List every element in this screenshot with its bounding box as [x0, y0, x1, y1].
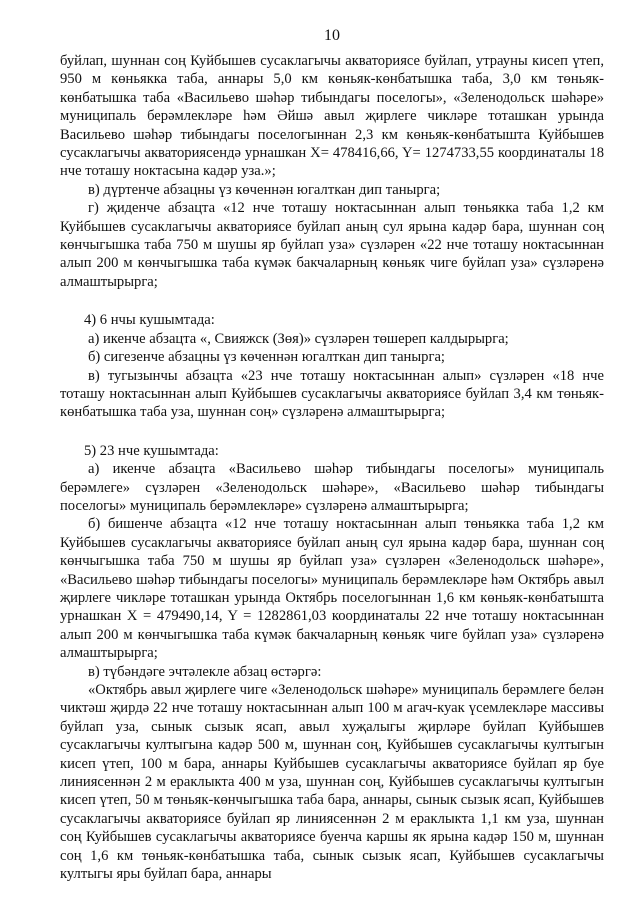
spacer [60, 422, 604, 442]
paragraph-item-v: в) тугызынчы абзацта «23 нче тоташу ноктасыннан алып» сүзләрен «18 нче тоташу ноктасыннан алып Куйбышев сусаклагычы акваториясе буйлап 3,4 км төньяк-көнбатышка таба уза, шуннан соң» сүзләренә алмаштырырга; [60, 367, 604, 421]
paragraph-item-v: в) түбәндәге эчтәлекле абзац өстәргә: [88, 663, 322, 680]
paragraph-item-v: в) дүртенче абзацны үз көченнән югалткан дип танырга; [88, 181, 441, 198]
paragraph-item-b: б) бишенче абзацта «12 нче тоташу ноктасыннан алып төньякка таба 1,2 км Куйбышев сусаклагычы акваториясе буйлап аның сул ярына кадәр бара, шуннан соң көнчыгышка таба 750 м шушы яр буйлап уза» сүзләрен «Зеленодольск шәһәре», «Васильево шәһәр тибындагы поселогы» муниципаль берәмлекләре һәм Октябрь авыл җирлеге чикләре тоташкан урында Октябрь поселогыннан 1,6 км көньяк-көнбатышта урнашкан X = 479490,14, Y = 1282861,03 координаталы 22 нче тоташу ноктасыннан алып 200 м көнчыгышка таба күмәк бакчаларның көньяк чиге буйлап уза» сүзләренә алмаштырырга; [60, 516, 604, 662]
section-heading-5: 5) 23 нче кушымтада: [84, 442, 219, 459]
paragraph-item-b: б) сигезенче абзацны үз көченнән югалткан дип танырга; [88, 349, 445, 366]
paragraph-item-g: г) җиденче абзацта «12 нче тоташу ноктасыннан алып төньякка таба 1,2 км Куйбышев сусаклагычы акваториясе буйлап аның сул ярына кадәр бара, шуннан соң көнчыгышка таба 750 м шушы яр буйлап уза» сүзләрен «22 нче тоташу ноктасыннан алып 200 м көнчыгышка таба күмәк бакчаларның көньяк чиге буйлап уза» сүзләренә алмаштырырга; [60, 200, 604, 290]
page-number: 10 [324, 27, 340, 44]
paragraph-continuation: буйлап, шуннан соң Куйбышев сусаклагычы акваториясе буйлап, утрауны кисеп үтеп, 950 м көньякка таба, аннары 5,0 км көньяк-көнбатышка таба, 3,0 км төньяк-көнбатышка таба «Васильево шәһәр тибындагы поселогы», «Зеленодольск шәһәре» муниципаль берәмлекләре һәм Әйшә авыл җирлеге чикләре тоташкан урында Васильево шәһәр тибындагы поселогыннан 2,3 км көньяк-көнбатышта Куйбышев сусаклагычы акваториясендә урнашкан X= 478416,66, Y= 1274733,55 координаталы 18 нче тоташу ноктасына кадәр уза.»; [60, 53, 604, 180]
paragraph-quoted-text: «Октябрь авыл җирлеге чиге «Зеленодольск шәһәре» муниципаль берәмлеге белән чиктәш җирдә 22 нче тоташу ноктасыннан алып 100 м агач-куак үсемлекләре массивы буйлап уза, сынык сызык ясап, авыл хуҗалыгы җирләре буйлап Куйбышев сусаклагычы култыгына кадәр 500 м, шуннан соң, Куйбышев сусаклагычы култыгын кисеп үтеп, 100 м бара, аннары Куйбышев сусаклагычы акваториясе буйлап яр буе линиясеннән 2 м ераклыкта 400 м уза, шуннан соң, Куйбышев сусаклагычы култыгын кисеп үтеп, 50 м төньяк-көнчыгышка таба бара, аннары, сынык сызык ясап, Куйбышев сусаклагычы акваториясе буйлап яр линиясеннән 2 м ераклыкта 1,1 км уза, шуннан соң Куйбышев сусаклагычы акваториясе буенча каршы як ярына кадәр 150 м, шуннан соң 1,6 км төньяк-көнбатышка таба, сынык сызык ясап, Куйбышев сусаклагычы култыгы яры буйлап бара, аннары [60, 682, 604, 883]
paragraph-item-a: а) икенче абзацта «, Свияжск (Зөя)» сүзләрен төшереп калдырырга; [88, 330, 509, 347]
spacer [60, 291, 604, 311]
section-heading-4: 4) 6 нчы кушымтада: [84, 312, 215, 329]
paragraph-item-a: а) икенче абзацта «Васильево шәһәр тибындагы поселогы» муниципаль берәмлеге» сүзләрен «Зеленодольск шәһәре», «Васильево шәһәр тибындагы поселогы» муниципаль берәмлекләре» сүзләренә алмаштырырга; [60, 461, 604, 514]
